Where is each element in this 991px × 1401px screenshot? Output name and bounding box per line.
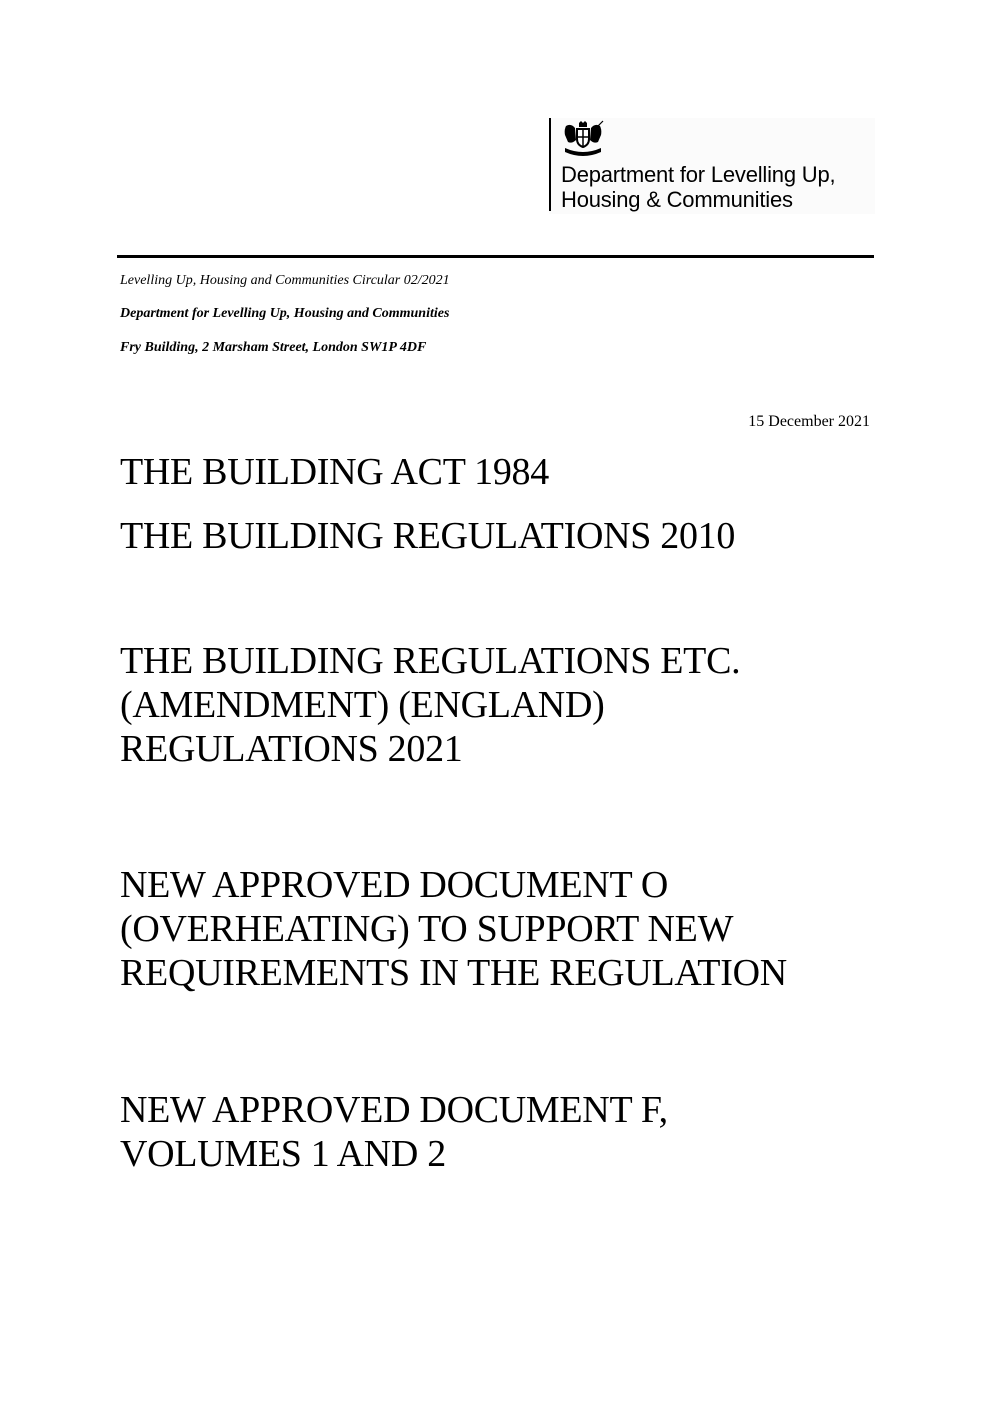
amendment-title-group bbox=[120, 639, 740, 771]
department-name-line-2: Housing & Communities bbox=[561, 187, 793, 212]
department-name bbox=[561, 162, 835, 212]
title-document-o-line: REQUIREMENTS IN THE REGULATION bbox=[120, 952, 787, 994]
title-document-f-line: VOLUMES 1 AND 2 bbox=[120, 1133, 446, 1175]
header-divider bbox=[117, 255, 874, 258]
title-amendment-line: (AMENDMENT) (ENGLAND) bbox=[120, 684, 605, 726]
department-address: Fry Building, 2 Marsham Street, London SW1P 4DF bbox=[120, 340, 427, 355]
document-o-title-group bbox=[120, 863, 787, 995]
logo-divider bbox=[549, 118, 551, 211]
title-amendment-line: REGULATIONS 2021 bbox=[120, 728, 463, 770]
issuing-department: Department for Levelling Up, Housing and Communities bbox=[120, 306, 450, 321]
issue-date: 15 December 2021 bbox=[748, 413, 870, 430]
department-name-line-1: Department for Levelling Up, bbox=[561, 162, 836, 187]
document-f-title-group bbox=[120, 1088, 668, 1176]
title-document-o-line: (OVERHEATING) TO SUPPORT NEW bbox=[120, 908, 734, 950]
title-building-regulations: THE BUILDING REGULATIONS 2010 bbox=[120, 515, 736, 557]
title-document-f-line: NEW APPROVED DOCUMENT F, bbox=[120, 1089, 668, 1131]
acts-title-group bbox=[120, 450, 735, 578]
title-building-act: THE BUILDING ACT 1984 bbox=[120, 451, 549, 493]
title-document-o-line: NEW APPROVED DOCUMENT O bbox=[120, 864, 669, 906]
royal-coat-of-arms-icon bbox=[562, 120, 604, 158]
circular-reference: Levelling Up, Housing and Communities Circular 02/2021 bbox=[120, 273, 450, 288]
department-logo bbox=[549, 118, 875, 214]
title-amendment-line: THE BUILDING REGULATIONS ETC. bbox=[120, 640, 741, 682]
